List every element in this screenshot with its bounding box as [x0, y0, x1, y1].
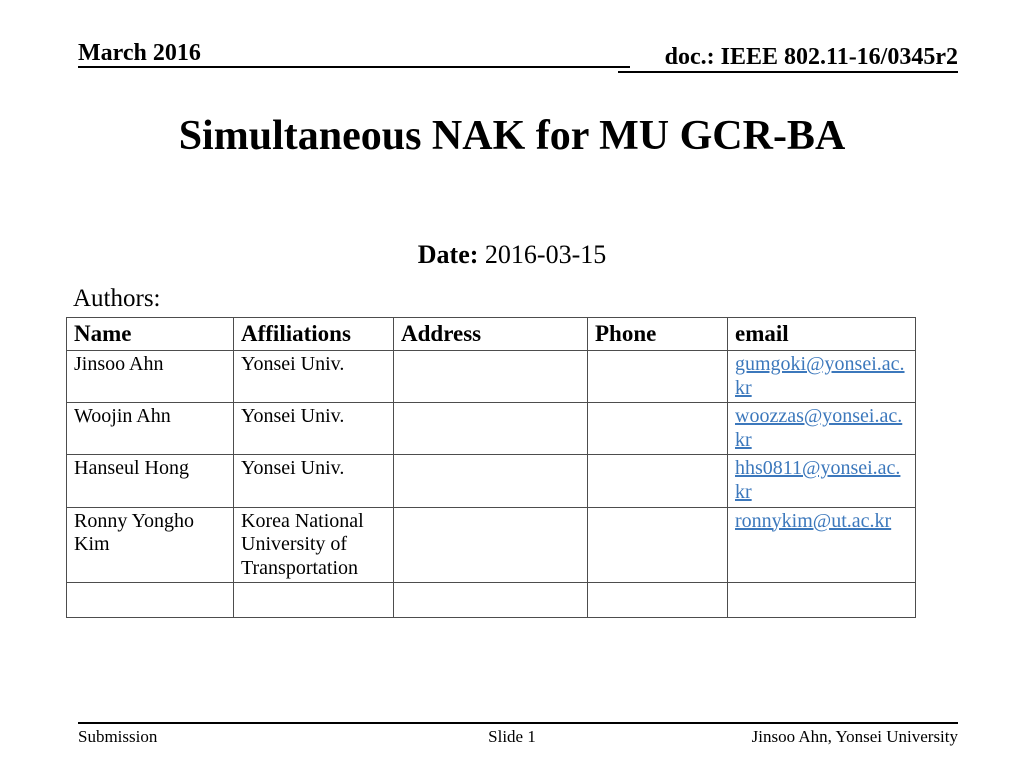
cell-phone	[588, 403, 728, 455]
cell-name: Hanseul Hong	[67, 455, 234, 507]
cell-name: Jinsoo Ahn	[67, 351, 234, 403]
cell-address	[394, 583, 588, 618]
footer-author: Jinsoo Ahn, Yonsei University	[751, 727, 958, 746]
footer-rule	[78, 722, 958, 724]
cell-email	[728, 583, 916, 618]
header-underline-right	[618, 71, 958, 73]
cell-phone	[588, 351, 728, 403]
cell-address	[394, 455, 588, 507]
column-header-address: Address	[394, 318, 588, 351]
cell-affiliation: Yonsei Univ.	[234, 403, 394, 455]
slide-title: Simultaneous NAK for MU GCR-BA	[178, 113, 846, 159]
authors-table	[66, 317, 916, 618]
email-link[interactable]: hhs0811@yonsei.ac.kr	[735, 457, 901, 503]
cell-affiliation	[234, 583, 394, 618]
date-line	[0, 240, 1024, 270]
cell-address	[394, 507, 588, 583]
cell-address	[394, 351, 588, 403]
email-link[interactable]: ronnykim@ut.ac.kr	[735, 509, 892, 532]
table-row	[67, 455, 916, 507]
cell-affiliation: Korea National University of Transportation	[234, 507, 394, 583]
table-row	[67, 351, 916, 403]
cell-email	[728, 507, 916, 583]
cell-affiliation: Yonsei Univ.	[234, 455, 394, 507]
cell-email	[728, 403, 916, 455]
table-header-row	[67, 318, 916, 351]
email-link[interactable]: gumgoki@yonsei.ac.kr	[735, 353, 905, 399]
cell-phone	[588, 507, 728, 583]
footer-slide-number: Slide 1	[488, 727, 536, 746]
email-link[interactable]: woozzas@yonsei.ac.kr	[735, 405, 903, 451]
column-header-phone: Phone	[588, 318, 728, 351]
footer-submission: Submission	[78, 727, 158, 746]
column-header-affiliations: Affiliations	[234, 318, 394, 351]
cell-phone	[588, 583, 728, 618]
authors-label: Authors:	[73, 285, 161, 312]
header-doc-number: doc.: IEEE 802.11-16/0345r2	[664, 44, 958, 70]
date-label: Date:	[417, 240, 479, 269]
header-underline-left	[78, 66, 630, 68]
column-header-name: Name	[67, 318, 234, 351]
cell-affiliation: Yonsei Univ.	[234, 351, 394, 403]
cell-address	[394, 403, 588, 455]
cell-name: Woojin Ahn	[67, 403, 234, 455]
table-row-empty	[67, 583, 916, 618]
table-row	[67, 403, 916, 455]
cell-name: Ronny Yongho Kim	[67, 507, 234, 583]
cell-email	[728, 455, 916, 507]
cell-email	[728, 351, 916, 403]
cell-name	[67, 583, 234, 618]
table-row	[67, 507, 916, 583]
header-date: March 2016	[78, 40, 201, 66]
cell-phone	[588, 455, 728, 507]
column-header-email: email	[728, 318, 916, 351]
date-value: 2016-03-15	[484, 240, 607, 269]
